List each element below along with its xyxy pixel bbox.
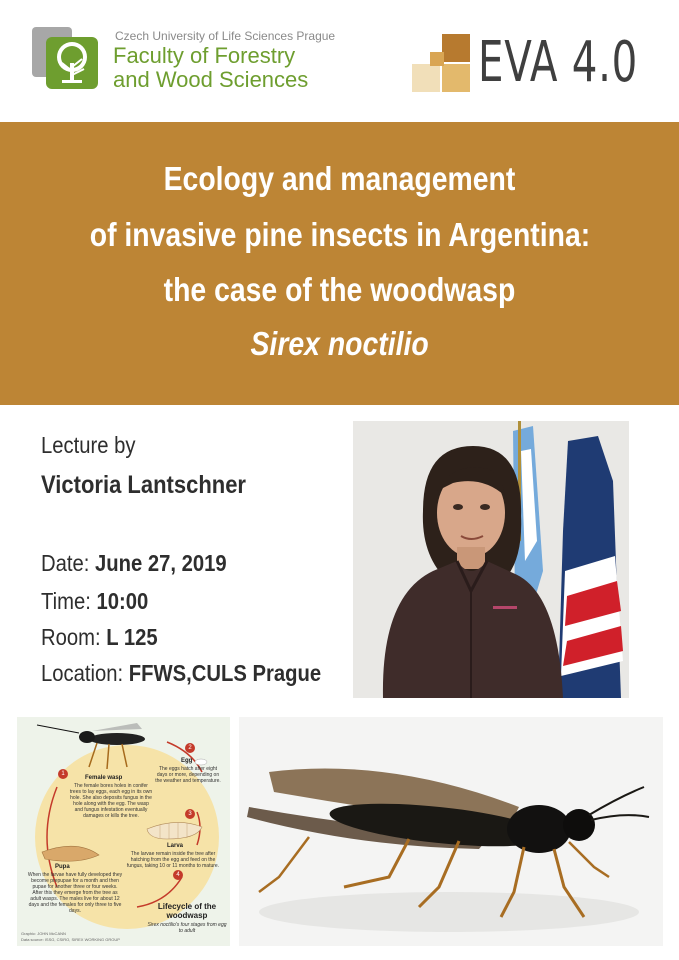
lifecycle-step-2-badge: 2 [185,743,195,753]
larva-title: Larva [167,843,184,849]
faculty-tree-logo-icon [32,27,102,93]
pupa-text: When the larvae have fully developed they become prepupae for a month and then pupae for another three or four weeks. After this they emerge from the tree as adult wasps. The males live for about 12 days and the females for only three to five days. [27,872,123,914]
speaker-portrait-image [353,421,629,698]
data-source-credit: Data source: ISSG, CSIRO, SIREX WORKING GROUP [21,937,120,942]
location-row [41,660,359,687]
location-label: Location: [41,660,124,686]
lifecycle-step-3-badge: 3 [185,809,195,819]
egg-title: Egg [181,758,193,764]
eva-logo-squares-icon [412,34,472,94]
room-row [41,624,174,651]
time-label: Time: [41,588,91,614]
room-value: L 125 [106,624,158,650]
speaker-photo [353,421,629,698]
lifecycle-caption-title: Lifecycle of the woodwasp [157,902,217,920]
university-name: Czech University of Life Sciences Prague [115,29,336,43]
date-value: June 27, 2019 [95,550,227,576]
egg-text: The eggs hatch after eight days or more, depending on the weather and temperature. [155,766,221,784]
faculty-name-line1: Faculty of Forestry [113,43,296,68]
larva-text: The larvae remain inside the tree after hatching from the egg and feed on the fungus, taking 10 or 11 months to mature. [126,851,220,869]
title-line-3: the case of the woodwasp [163,271,516,308]
pupa-title: Pupa [55,864,70,870]
faculty-name [113,44,308,92]
time-row [41,588,163,615]
lecture-by-label: Lecture by [41,432,136,458]
location-value: FFWS,CULS Prague [128,660,322,686]
graphic-credit: Graphic: JOHN McCANN [21,931,66,936]
lifecycle-step-4-badge: 4 [173,870,183,880]
female-wasp-text: The female bores holes in conifer trees to lay eggs, each egg in its own hole. She also deposits fungus in the hole along with the egg. The wasp and fungus infestation eventually damages or kills the tree. [69,783,153,819]
lecturer-name: Victoria Lantschner [41,471,246,499]
header [0,0,679,122]
woodwasp-photo [239,717,663,946]
title-line-2: of invasive pine insects in Argentina: [89,216,590,253]
time-value: 10:00 [96,588,149,614]
woodwasp-lifecycle-graphic [17,717,230,946]
title-line-1: Ecology and management [163,160,516,197]
title-line-4-species: Sirex noctilio [250,325,429,362]
date-row [41,550,252,577]
date-label: Date: [41,550,90,576]
room-label: Room: [41,624,101,650]
lifecycle-caption-sub: Sirex noctilio's four stages from egg to adult [147,922,227,934]
faculty-name-line2: and Wood Sciences [113,67,309,92]
eva-title: EVA 4.0 [478,30,639,95]
female-wasp-title: Female wasp [85,775,123,781]
lifecycle-step-1-badge: 1 [58,769,68,779]
sirex-noctilio-image [239,717,663,946]
